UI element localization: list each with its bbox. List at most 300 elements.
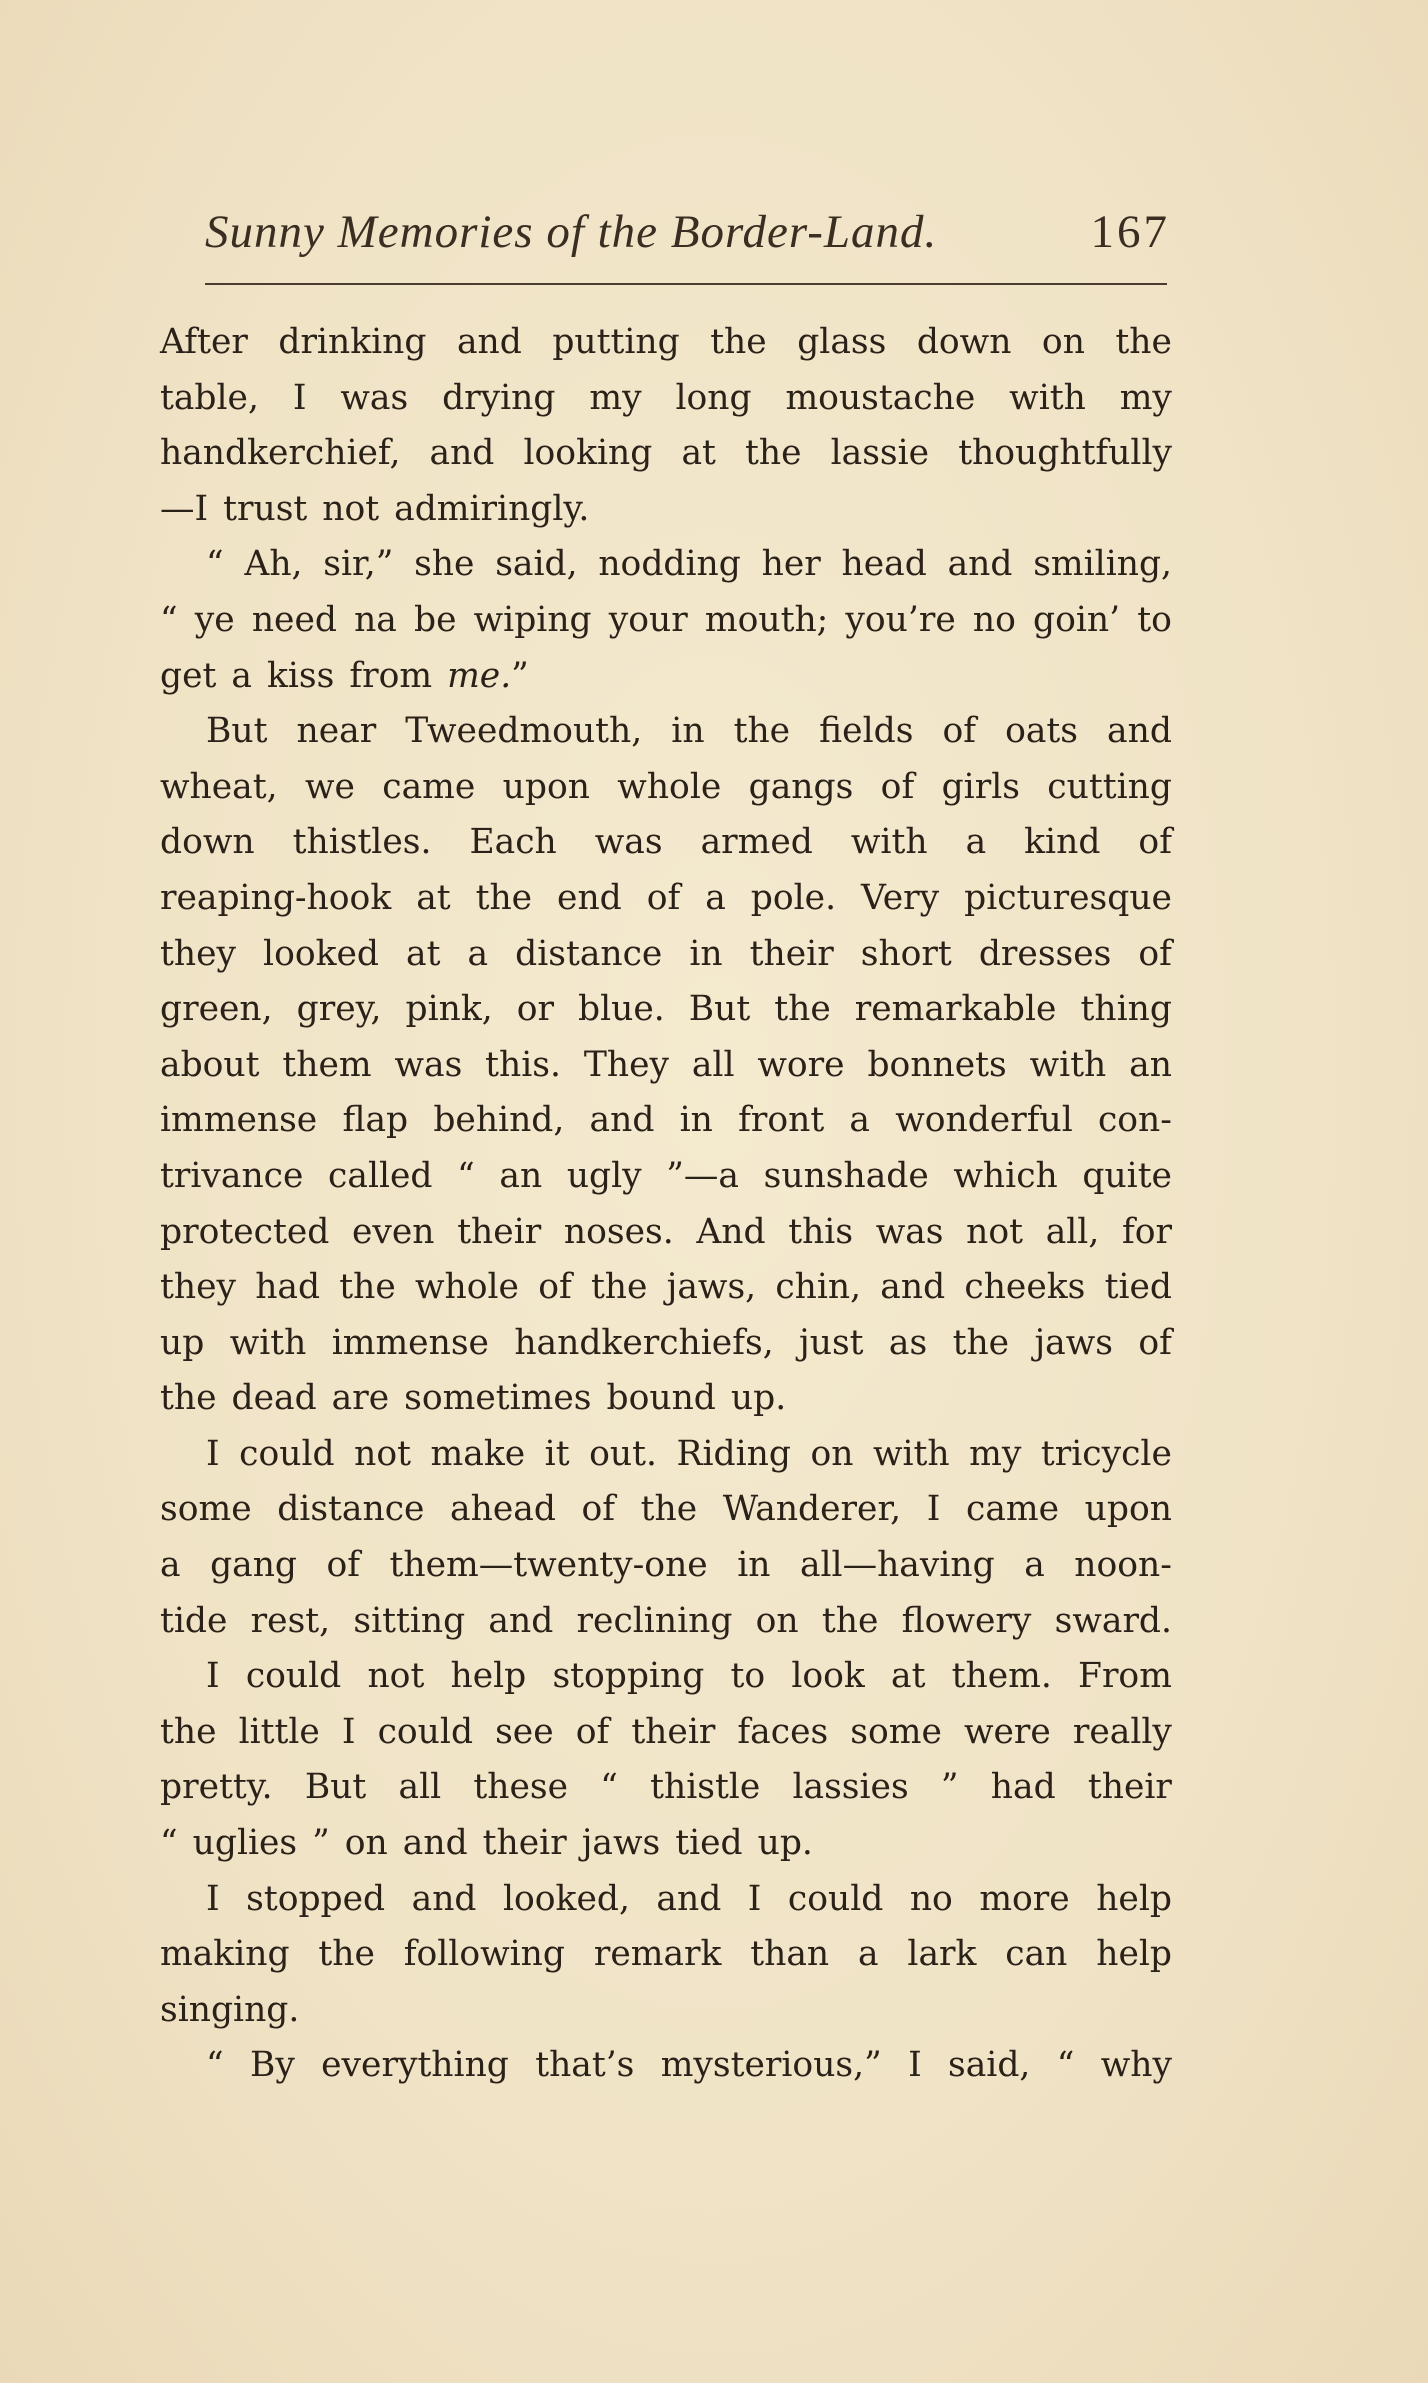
word: all xyxy=(691,1044,735,1085)
word: tricycle xyxy=(1040,1433,1172,1474)
word: gangs xyxy=(748,766,854,807)
word: Ah, xyxy=(244,544,303,585)
word: oats xyxy=(1005,711,1078,752)
word: After xyxy=(160,322,248,362)
word: thistle xyxy=(650,1767,761,1808)
word: with xyxy=(1029,1044,1107,1085)
text-line xyxy=(160,1983,1172,2039)
word: trivance xyxy=(160,1155,304,1196)
word: and xyxy=(880,1267,946,1308)
word: see xyxy=(495,1711,554,1752)
word: front xyxy=(738,1100,825,1141)
word: reaping-hook xyxy=(160,877,392,918)
word: from xyxy=(349,655,433,696)
word: of xyxy=(1138,822,1172,863)
word: at xyxy=(891,1656,926,1697)
word: —I xyxy=(160,488,209,529)
text-line xyxy=(160,1427,1172,1483)
text-line xyxy=(160,1816,1172,1872)
word: and xyxy=(411,1878,477,1919)
word: the xyxy=(160,1378,217,1419)
word: can xyxy=(1005,1934,1068,1975)
text-line xyxy=(160,982,1172,1038)
word: near xyxy=(296,711,377,752)
word: not xyxy=(322,488,380,529)
word: all, xyxy=(1045,1211,1100,1252)
word: reclining xyxy=(576,1600,733,1641)
word: chin, xyxy=(775,1267,862,1308)
word: remarkable xyxy=(854,989,1057,1030)
word: these xyxy=(473,1767,569,1808)
word: the xyxy=(952,1322,1010,1363)
word: moustache xyxy=(785,377,976,418)
body-text xyxy=(160,315,1172,2094)
word: of xyxy=(1138,933,1172,974)
word: could xyxy=(377,1711,474,1752)
word: the xyxy=(1115,322,1172,362)
word: of xyxy=(942,711,977,752)
word: whole xyxy=(617,766,722,807)
word: And xyxy=(696,1211,766,1252)
word: not xyxy=(354,1433,411,1474)
text-line xyxy=(160,2038,1172,2094)
word: about xyxy=(160,1044,260,1085)
word: me.” xyxy=(447,655,529,696)
word: pink, xyxy=(405,989,493,1030)
word: at xyxy=(681,433,716,474)
word: thistles. xyxy=(292,822,432,863)
word: short xyxy=(860,933,952,974)
word: distance xyxy=(277,1489,425,1530)
word: nodding xyxy=(598,544,741,585)
word: noses. xyxy=(563,1211,674,1252)
word: could xyxy=(245,1656,342,1697)
word: all—having xyxy=(799,1545,995,1586)
word: the xyxy=(475,877,533,918)
word: I xyxy=(926,1489,941,1530)
word: their xyxy=(482,1823,567,1864)
word: thing xyxy=(1080,989,1172,1030)
word: to xyxy=(1137,599,1172,640)
word: wonderful xyxy=(895,1100,1073,1141)
word: help xyxy=(1096,1878,1172,1919)
word: in xyxy=(737,1545,771,1586)
word: Tweedmouth, xyxy=(405,711,643,752)
text-line xyxy=(160,593,1172,649)
word: the xyxy=(318,1934,375,1975)
text-line xyxy=(160,537,1172,593)
word: pole. xyxy=(750,877,837,918)
word: trust xyxy=(223,488,308,529)
text-line xyxy=(160,1371,1172,1427)
word: quite xyxy=(1082,1155,1172,1196)
word: long xyxy=(675,377,752,418)
word: not xyxy=(367,1656,425,1697)
word: this xyxy=(788,1211,854,1252)
word: really xyxy=(1072,1711,1172,1752)
word: Wanderer, xyxy=(722,1489,902,1530)
word: a xyxy=(849,1100,870,1141)
word: ahead xyxy=(450,1489,556,1530)
word: at xyxy=(406,933,441,974)
word: noon- xyxy=(1074,1545,1172,1586)
word: thoughtfully xyxy=(958,433,1172,474)
word: head xyxy=(841,544,927,585)
word: kind xyxy=(1024,822,1101,863)
word: help xyxy=(450,1656,527,1697)
word: all xyxy=(398,1767,442,1808)
word: the xyxy=(339,1267,396,1308)
word: a xyxy=(467,933,489,974)
word: out. xyxy=(589,1433,657,1474)
word: them—twenty-one xyxy=(389,1545,708,1586)
word: look xyxy=(791,1656,865,1697)
text-line xyxy=(160,871,1172,927)
word: at xyxy=(416,877,451,918)
word: a xyxy=(160,1545,181,1586)
page-header xyxy=(205,195,1170,265)
word: “ xyxy=(1056,2045,1075,2086)
word: up xyxy=(160,1322,205,1363)
word: flap xyxy=(342,1100,409,1141)
word: behind, xyxy=(433,1100,565,1141)
word: and xyxy=(402,1823,468,1864)
word: lassies xyxy=(792,1767,909,1808)
text-line xyxy=(160,1705,1172,1761)
word: I xyxy=(747,1878,762,1919)
text-line xyxy=(160,1594,1172,1650)
word: drying xyxy=(442,377,556,418)
word: in xyxy=(689,933,723,974)
word: girls xyxy=(941,766,1020,807)
word: green, xyxy=(160,989,273,1030)
word: “ xyxy=(457,1155,475,1196)
text-line xyxy=(160,927,1172,983)
word: jaws xyxy=(1034,1322,1113,1363)
text-line xyxy=(160,482,1172,538)
word: I xyxy=(206,1878,220,1919)
word: looking xyxy=(523,433,653,474)
word: on xyxy=(810,1433,854,1474)
word: the xyxy=(160,1711,217,1752)
word: of xyxy=(880,766,915,807)
word: that’s xyxy=(535,2045,635,2086)
word: everything xyxy=(321,2045,509,2086)
word: sward. xyxy=(1054,1600,1172,1641)
word: goin’ xyxy=(1033,599,1121,640)
word: them xyxy=(282,1044,372,1085)
word: whole xyxy=(415,1267,519,1308)
word: some xyxy=(850,1711,942,1752)
word: Each xyxy=(469,822,557,863)
word: dead xyxy=(231,1378,317,1419)
word: it xyxy=(544,1433,570,1474)
word: I xyxy=(908,2045,922,2086)
word: their xyxy=(1087,1767,1172,1808)
word: be xyxy=(414,599,457,640)
word: I xyxy=(206,1433,220,1474)
word: could xyxy=(787,1878,884,1919)
word: admiringly. xyxy=(394,488,590,529)
text-line xyxy=(160,1260,1172,1316)
word: na xyxy=(354,599,397,640)
word: kiss xyxy=(266,655,335,696)
word: By xyxy=(249,2045,295,2086)
word: of xyxy=(581,1489,616,1530)
text-line xyxy=(160,1093,1172,1149)
word: and xyxy=(656,1878,722,1919)
word: the xyxy=(774,989,831,1030)
word: flowery xyxy=(901,1600,1032,1641)
header-rule xyxy=(205,283,1167,285)
page-number: 167 xyxy=(1090,206,1170,258)
word: handkerchief, xyxy=(160,433,401,474)
word: was xyxy=(340,377,409,418)
word: cheeks xyxy=(964,1267,1086,1308)
word: of xyxy=(326,1545,361,1586)
word: I xyxy=(341,1711,356,1752)
word: gang xyxy=(210,1545,298,1586)
word: was xyxy=(875,1211,944,1252)
word: had xyxy=(990,1767,1056,1808)
word: had xyxy=(255,1267,321,1308)
word: lassie xyxy=(830,433,930,474)
word: an xyxy=(499,1155,543,1196)
word: why xyxy=(1100,2045,1172,2086)
word: sometimes xyxy=(404,1378,592,1419)
word: are xyxy=(331,1378,390,1419)
word: blue. xyxy=(578,989,665,1030)
word: But xyxy=(688,989,751,1030)
word: with xyxy=(872,1433,950,1474)
word: table, xyxy=(160,377,259,418)
word: we xyxy=(304,766,355,807)
word: need xyxy=(251,599,337,640)
word: lark xyxy=(907,1934,977,1975)
word: “ xyxy=(206,2045,224,2086)
word: I xyxy=(292,377,307,418)
text-line xyxy=(160,1316,1172,1372)
word: Riding xyxy=(676,1433,791,1474)
running-title: Sunny Memories of the Border-Land. xyxy=(205,206,938,258)
word: tied xyxy=(675,1823,743,1864)
word: help xyxy=(1096,1934,1172,1975)
word: the xyxy=(710,322,767,362)
word: stopping xyxy=(552,1656,705,1697)
word: dresses xyxy=(978,933,1112,974)
word: my xyxy=(969,1433,1022,1474)
word: them. xyxy=(951,1656,1052,1697)
word: and xyxy=(429,433,495,474)
text-line xyxy=(160,315,1172,371)
word: glass xyxy=(797,322,887,362)
word: with xyxy=(850,822,928,863)
word: on xyxy=(1041,322,1085,362)
word: and xyxy=(1107,711,1172,752)
word: came xyxy=(966,1489,1060,1530)
word: with xyxy=(229,1322,307,1363)
word: came xyxy=(382,766,476,807)
word: or xyxy=(516,989,555,1030)
word: wiping xyxy=(473,599,592,640)
word: end xyxy=(557,877,622,918)
word: ugly xyxy=(566,1155,642,1196)
text-line xyxy=(160,1149,1172,1205)
word: fields xyxy=(819,711,914,752)
word: my xyxy=(1119,377,1172,418)
word: in xyxy=(671,711,705,752)
word: “ xyxy=(160,1823,178,1864)
word: an xyxy=(1129,1044,1172,1085)
word: the xyxy=(640,1489,698,1530)
word: following xyxy=(403,1934,565,1975)
word: not xyxy=(966,1211,1024,1252)
text-line xyxy=(160,371,1172,427)
word: for xyxy=(1121,1211,1172,1252)
word: get xyxy=(160,655,217,696)
word: drinking xyxy=(278,322,427,362)
word: said, xyxy=(495,544,578,585)
word: and xyxy=(589,1100,655,1141)
word: sunshade xyxy=(763,1155,929,1196)
word: stopped xyxy=(246,1878,386,1919)
word: no xyxy=(972,599,1016,640)
word: and xyxy=(947,544,1013,585)
word: your xyxy=(608,599,688,640)
word: no xyxy=(909,1878,953,1919)
word: looked, xyxy=(502,1878,630,1919)
word: their xyxy=(631,1711,716,1752)
word: remark xyxy=(593,1934,722,1975)
word: they xyxy=(160,933,236,974)
text-line xyxy=(160,704,1172,760)
word: singing. xyxy=(160,1989,300,2030)
word: “ xyxy=(206,544,224,585)
word: cutting xyxy=(1047,766,1172,807)
word: more xyxy=(979,1878,1070,1919)
word: a xyxy=(965,822,987,863)
word: my xyxy=(589,377,642,418)
word: armed xyxy=(700,822,813,863)
word: to xyxy=(730,1656,766,1697)
word: some xyxy=(160,1489,252,1530)
word: in xyxy=(679,1100,713,1141)
word: “ xyxy=(160,599,178,640)
word: But xyxy=(206,711,268,752)
word: pretty. xyxy=(160,1767,273,1808)
word: jaws xyxy=(581,1823,661,1864)
word: faces xyxy=(737,1711,829,1752)
word: ”—a xyxy=(666,1155,740,1196)
word: she xyxy=(414,544,475,585)
word: tied xyxy=(1104,1267,1172,1308)
word: and xyxy=(488,1600,554,1641)
word: bonnets xyxy=(867,1044,1007,1085)
word: than xyxy=(750,1934,830,1975)
word: this. xyxy=(485,1044,561,1085)
word: rest, xyxy=(250,1600,331,1641)
word: as xyxy=(888,1322,928,1363)
word: They xyxy=(583,1044,669,1085)
word: upon xyxy=(502,766,590,807)
word: sitting xyxy=(353,1600,466,1641)
word: the xyxy=(733,711,791,752)
word: just xyxy=(799,1322,864,1363)
word: down xyxy=(160,822,255,863)
word: the xyxy=(590,1267,648,1308)
text-line xyxy=(160,1205,1172,1261)
word: ” xyxy=(312,1823,330,1864)
word: mouth; xyxy=(704,599,829,640)
word: you’re xyxy=(845,599,956,640)
word: their xyxy=(457,1211,542,1252)
word: even xyxy=(351,1211,435,1252)
word: I xyxy=(206,1656,220,1697)
text-line xyxy=(160,426,1172,482)
word: a xyxy=(705,877,726,918)
word: mysterious,” xyxy=(660,2045,882,2086)
word: their xyxy=(749,933,834,974)
word: said, xyxy=(948,2045,1031,2086)
word: of xyxy=(1138,1322,1172,1363)
word: was xyxy=(394,1044,463,1085)
word: picturesque xyxy=(964,877,1172,918)
word: con- xyxy=(1097,1100,1172,1141)
word: wore xyxy=(757,1044,845,1085)
text-line xyxy=(160,1649,1172,1705)
word: “ xyxy=(600,1767,618,1808)
word: were xyxy=(963,1711,1051,1752)
word: the xyxy=(821,1600,879,1641)
text-line xyxy=(160,1760,1172,1816)
word: they xyxy=(160,1267,236,1308)
word: distance xyxy=(515,933,663,974)
word: on xyxy=(344,1823,388,1864)
text-line xyxy=(160,1872,1172,1928)
word: immense xyxy=(331,1322,489,1363)
word: wheat, xyxy=(160,766,278,807)
text-line xyxy=(160,760,1172,816)
word: tide xyxy=(160,1600,228,1641)
word: of xyxy=(538,1267,572,1308)
word: putting xyxy=(552,322,680,362)
word: grey, xyxy=(296,989,382,1030)
word: From xyxy=(1078,1656,1172,1697)
word: little xyxy=(238,1711,320,1752)
text-line xyxy=(160,1482,1172,1538)
word: But xyxy=(304,1767,367,1808)
word: down xyxy=(916,322,1012,362)
word: sir,” xyxy=(323,544,394,585)
word: and xyxy=(456,322,522,362)
text-line xyxy=(160,1038,1172,1094)
word: bound xyxy=(606,1378,716,1419)
text-line xyxy=(160,1927,1172,1983)
word: jaws, xyxy=(666,1267,757,1308)
word: ye xyxy=(194,599,235,640)
word: protected xyxy=(160,1211,330,1252)
word: up. xyxy=(730,1378,787,1419)
text-line xyxy=(160,815,1172,871)
text-line xyxy=(160,649,1172,705)
word: handkerchiefs, xyxy=(514,1322,774,1363)
word: was xyxy=(594,822,663,863)
word: looked xyxy=(263,933,380,974)
word: which xyxy=(953,1155,1058,1196)
word: immense xyxy=(160,1100,318,1141)
word: of xyxy=(646,877,681,918)
word: making xyxy=(160,1934,290,1975)
